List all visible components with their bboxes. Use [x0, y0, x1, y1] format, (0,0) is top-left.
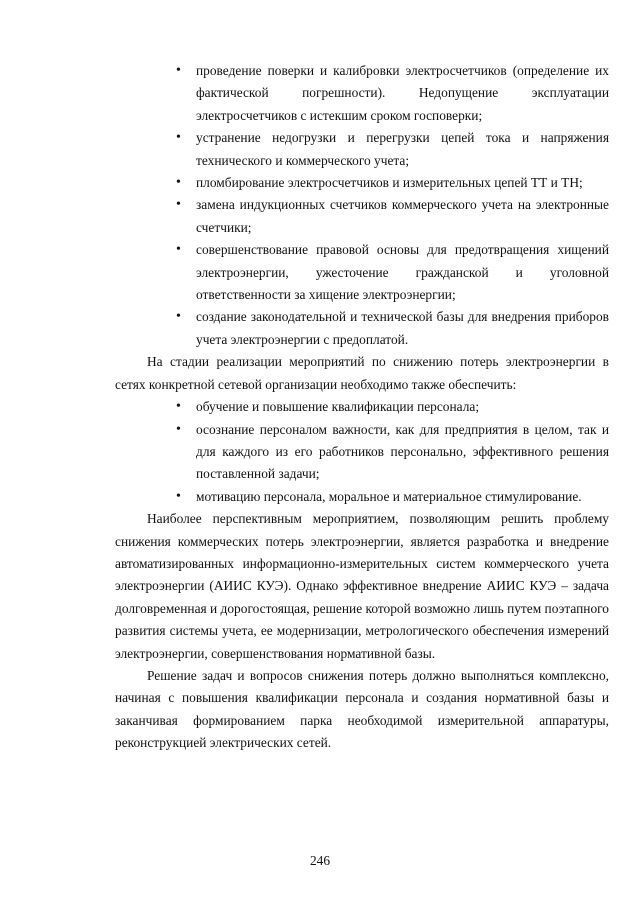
paragraph-aiis-kue: Наиболее перспективным мероприятием, позволяющим решить проблему снижения коммерческих потерь электроэнергии, является разработка и внедрение автоматизированных информационно-измерительных систем коммерческого учета электроэнергии (АИИС КУЭ). Однако эффективное внедрение АИИС КУЭ – задача долговременная и дорогостоящая, решение которой возможно лишь путем поэтапного развития системы учета, ее модернизации, метрологического обеспечения измерений электроэнергии, совершенствования нормативной базы. [115, 511, 609, 661]
page-number: 246 [309, 853, 331, 868]
bullet-list-measures [115, 60, 609, 351]
list-item: • устранение недогрузки и перегрузки цепей тока и напряжения технического и коммерческого учета; [115, 127, 609, 172]
paragraph-implementation-stage: На стадии реализации мероприятий по снижению потерь электроэнергии в сетях конкретной сетевой организации необходимо также обеспечить: [115, 354, 609, 392]
bullet-list-personnel [115, 396, 609, 508]
list-item: • проведение поверки и калибровки электросчетчиков (определение их фактической погрешности). Недопущение эксплуатации электросчетчиков с истекшим сроком госповерки; [115, 60, 609, 127]
list-item: • создание законодательной и технической базы для внедрения приборов учета электроэнергии с предоплатой. [115, 306, 609, 351]
page-body [115, 60, 609, 755]
list-item: • совершенствование правовой основы для предотвращения хищений электроэнергии, ужесточение гражданской и уголовной ответственности за хищение электроэнергии; [115, 239, 609, 306]
paragraph-complex-solution: Решение задач и вопросов снижения потерь должно выполняться комплексно, начиная с повышения квалификации персонала и создания нормативной базы и заканчивая формированием парка необходимой измерительной аппаратуры, реконструкцией электрических сетей. [115, 667, 609, 751]
list-item: • замена индукционных счетчиков коммерческого учета на электронные счетчики; [115, 194, 609, 239]
list-item: • мотивацию персонала, моральное и материальное стимулирование. [115, 486, 609, 508]
list-item: • обучение и повышение квалификации персонала; [115, 396, 609, 418]
list-item: • осознание персоналом важности, как для предприятия в целом, так и для каждого из его работников персонально, эффективного решения поставленной задачи; [115, 419, 609, 486]
list-item: • пломбирование электросчетчиков и измерительных цепей ТТ и ТН; [115, 172, 609, 194]
